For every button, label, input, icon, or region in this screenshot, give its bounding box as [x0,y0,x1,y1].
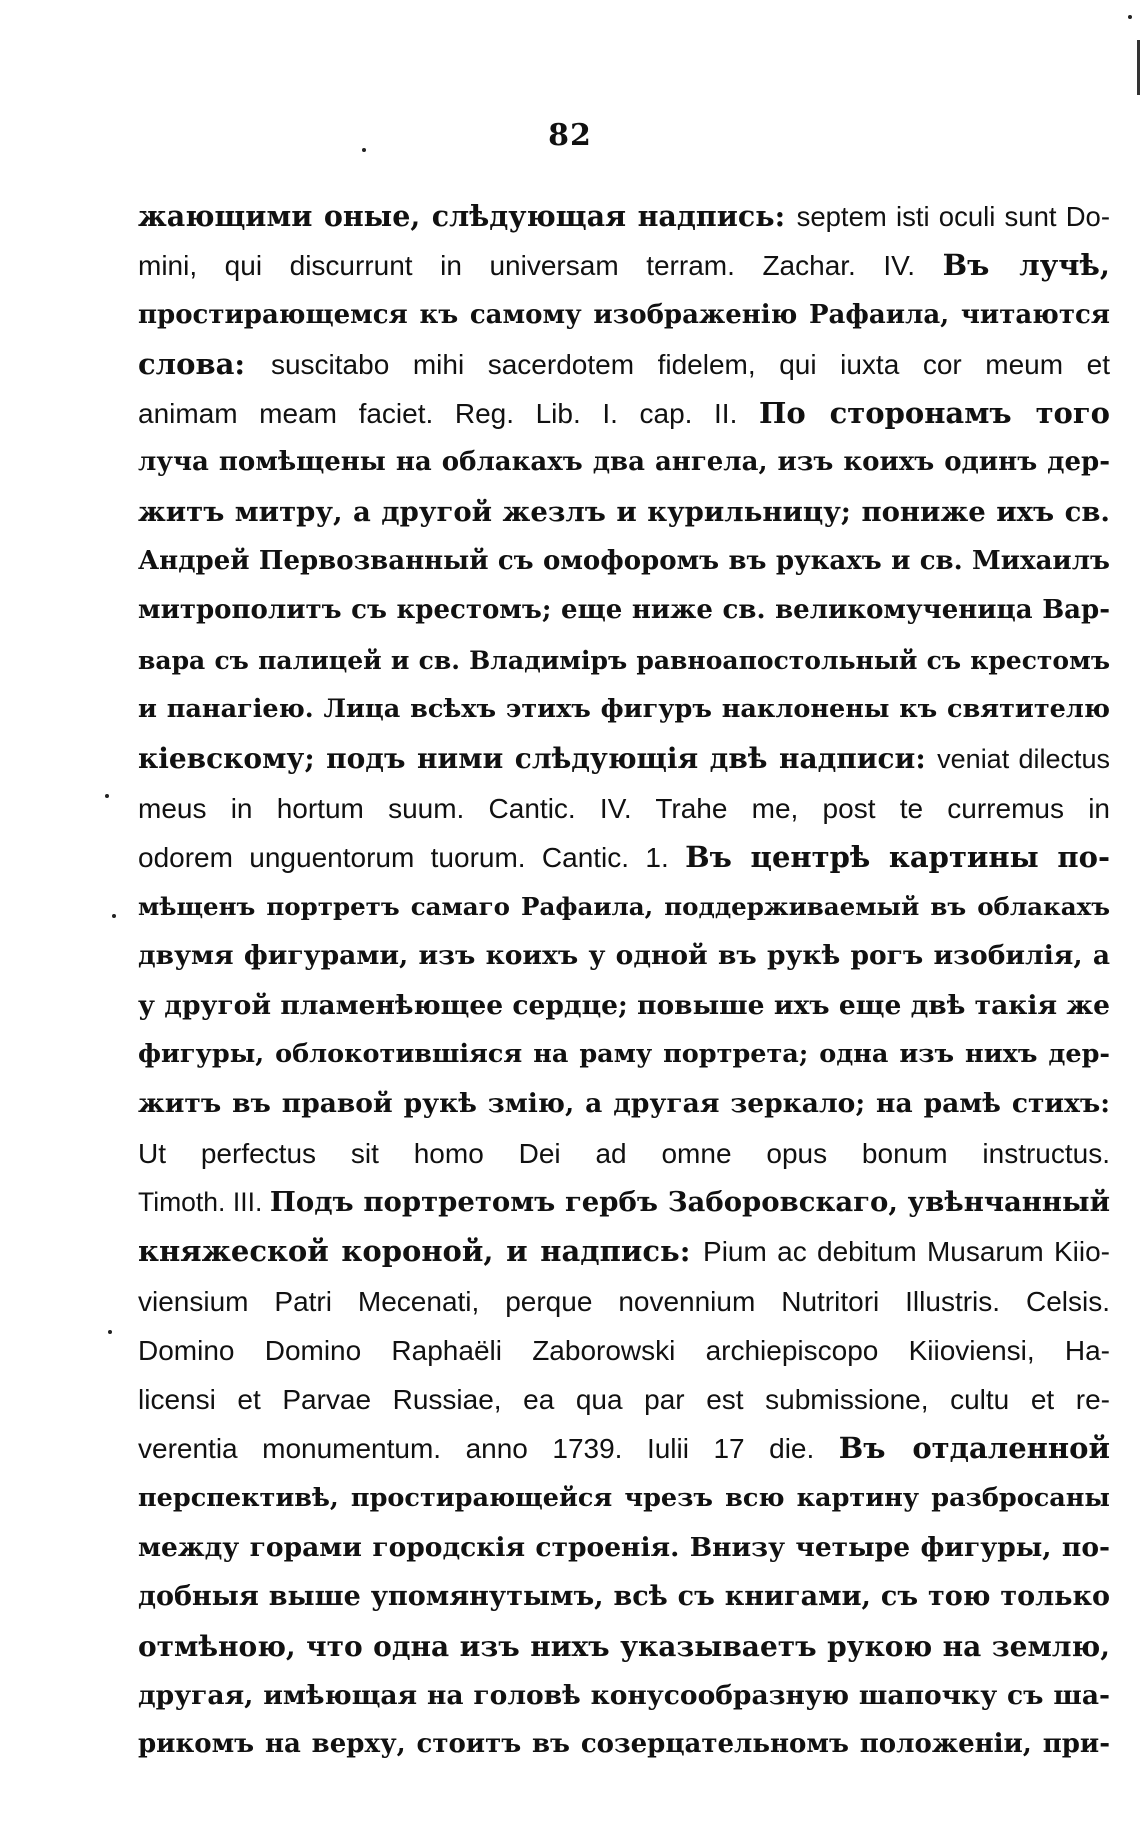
latin-segment: verentia monumentum. anno 1739. Iulii 17 die. [138,1433,839,1465]
text-line [138,1079,1110,1128]
margin-mark [108,1330,112,1334]
russian-segment: слова: [138,346,271,381]
latin-segment: Pium ac debitum Musarum Kiio- [703,1236,1110,1268]
russian-segment: Въ лучѣ, [942,248,1110,283]
russian-segment: княжеской короной, и надпись: [138,1234,704,1269]
latin-segment: suscitabo mihi sacerdotem fidelem, qui iuxta cor meum et [270,348,1110,380]
russian-segment: между горами городскія строенія. Внизу четыре фигуры, по- [138,1532,1110,1564]
text-line [138,1277,1110,1326]
text-line [138,882,1110,931]
page-number: 82 [548,118,592,153]
text-line [138,1720,1110,1769]
russian-segment: Подъ портретомъ гербъ Заборовскаго, увѣнчанный [269,1185,1110,1218]
text-line [138,1622,1110,1671]
latin-segment: mini, qui discurrunt in universam terram. Zachar. IV. [138,250,943,282]
russian-segment: митрополитъ съ крестомъ; еще ниже св. великомученица Вар- [138,595,1110,626]
russian-segment: жающими оные, слѣдующая надпись: [138,199,797,233]
russian-segment: двумя фигурами, изъ коихъ у одной въ рукѣ рогъ изобилія, а [138,940,1110,972]
margin-mark [112,914,116,918]
russian-segment: отмѣною, что одна изъ нихъ указываетъ рукою на землю, [138,1629,1110,1663]
text-line [138,1129,1110,1178]
margin-mark [1128,15,1132,19]
latin-segment: veniat dilectus [937,744,1110,775]
text-line [138,192,1110,241]
russian-segment: По сторонамъ того [758,396,1110,431]
text-line [138,291,1110,340]
text-line [138,340,1110,389]
russian-segment: Андрей Первозванный съ омофоромъ въ рукахъ и св. Михаилъ [138,546,1110,577]
russian-segment: фигуры, облокотившіяся на раму портрета; одна изъ нихъ дер- [138,1039,1110,1070]
russian-segment: мѣщенъ портретъ самаго Рафаила, поддерживаемый въ облакахъ [138,892,1110,922]
text-line [138,685,1110,734]
russian-segment: другая, имѣющая на головѣ конусообразную шапочку съ ша- [138,1679,1110,1711]
text-line [138,833,1110,882]
text-line [138,1523,1110,1572]
text-line [138,389,1110,438]
russian-segment: простирающемся къ самому изображенію Рафаила, читаются [138,299,1110,330]
text-line [138,981,1110,1030]
text-line [138,1474,1110,1523]
text-line [138,636,1110,685]
text-line [138,438,1110,487]
russian-segment: у другой пламенѣющее сердце; повыше ихъ еще двѣ такія же [138,989,1110,1021]
text-line [138,537,1110,586]
russian-segment: перспективѣ, простирающейся чрезъ всю картину разбросаны [138,1482,1110,1513]
text-line [138,488,1110,537]
latin-segment: Timoth. III. [138,1186,270,1217]
text-line [138,1375,1110,1424]
margin-mark [105,794,109,798]
text-line [138,1671,1110,1720]
latin-segment: Domino Domino Raphaëli Zaborowski archiepiscopo Kiioviensi, Ha- [138,1334,1110,1366]
text-line [138,784,1110,833]
russian-segment: житъ митру, а другой жезлъ и курильницу; пониже ихъ св. [138,495,1110,528]
latin-segment: odorem unguentorum tuorum. Cantic. 1. [138,841,686,873]
russian-segment: Въ центрѣ картины по- [685,839,1110,874]
latin-segment: animam meam faciet. Reg. Lib. I. cap. II. [138,398,759,430]
russian-segment: луча помѣщены на облакахъ два ангела, изъ коихъ одинъ дер- [138,447,1110,478]
latin-segment: septem isti oculi sunt Do- [796,201,1110,232]
russian-segment: Въ отдаленной [838,1431,1110,1466]
text-line [138,734,1110,783]
latin-segment: Ut perfectus sit homo Dei ad omne opus bonum instructus. [138,1137,1110,1169]
text-line [138,1178,1110,1227]
text-line [138,1227,1110,1276]
text-line [138,586,1110,635]
russian-segment: добныя выше упомянутымъ, всѣ съ книгами, съ тою только [138,1581,1110,1613]
russian-segment: рикомъ на верху, стоитъ въ созерцательномъ положеніи, при- [138,1729,1110,1760]
text-line [138,1572,1110,1621]
margin-mark [362,148,366,152]
text-line [138,1326,1110,1375]
latin-segment: meus in hortum suum. Cantic. IV. Trahe me, post te curremus in [138,792,1110,824]
russian-segment: кіевскому; подъ ними слѣдующія двѣ надписи: [138,742,938,776]
text-line [138,931,1110,980]
latin-segment: viensium Patri Mecenati, perque novennium Nutritori Illustris. Celsis. [138,1285,1110,1317]
text-line [138,1424,1110,1473]
text-line [138,1030,1110,1079]
text-line [138,241,1110,290]
russian-segment: вара съ палицей и св. Владиміръ равноапостольный съ крестомъ [138,645,1110,675]
body-text [138,192,1110,1770]
russian-segment: житъ въ правой рукѣ змію, а другая зеркало; на рамѣ стихъ: [138,1088,1110,1120]
russian-segment: и панагіею. Лица всѣхъ этихъ фигуръ наклонены къ святителю [138,693,1110,724]
latin-segment: licensi et Parvae Russiae, ea qua par est submissione, cultu et re- [138,1384,1110,1416]
